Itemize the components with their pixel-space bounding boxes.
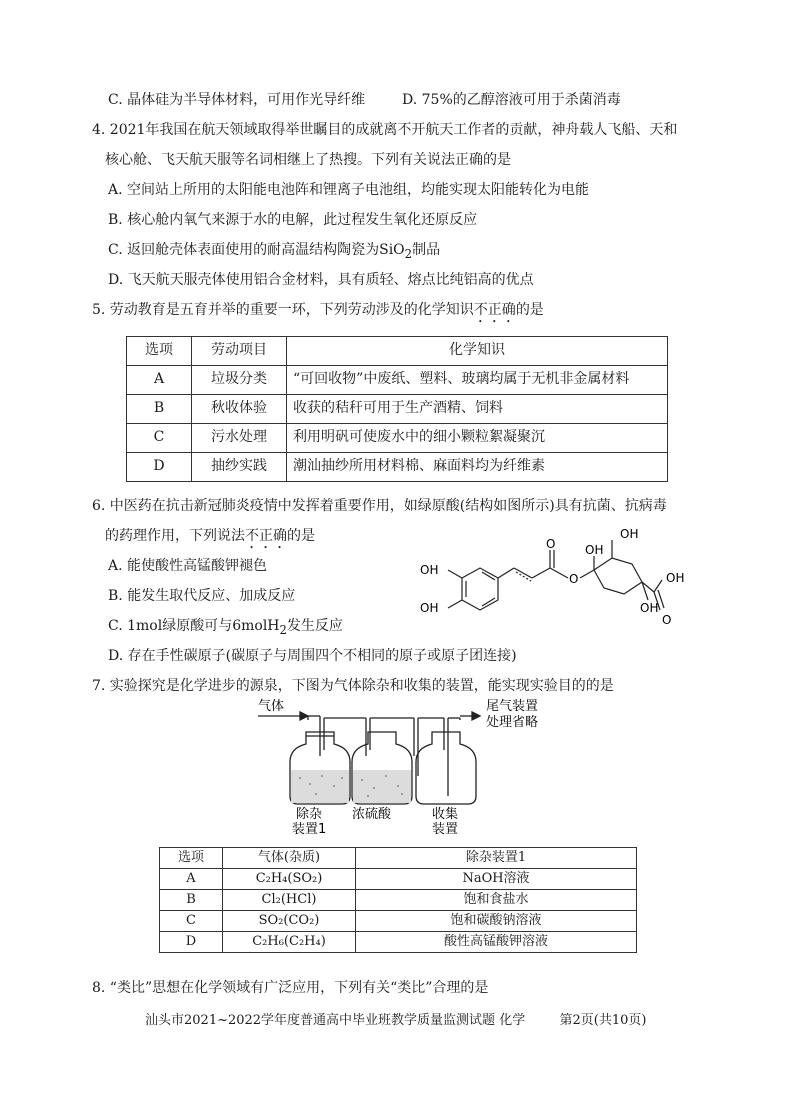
gas-purification-apparatus (250, 696, 570, 838)
table-cell: 秋收体验 (192, 395, 287, 424)
q4-stem-line1: 4. 2021年我国在航天领域取得举世瞩目的成就离不开航天工作者的贡献，神舟载人飞船、天和 (92, 122, 678, 138)
q7-table (159, 847, 637, 953)
table-header-cell: 选项 (127, 337, 192, 366)
table-header-cell: 选项 (160, 848, 223, 869)
table-header-row (160, 848, 637, 869)
q6-option-c: C. 1mol绿原酸可与6molH$_2$发生反应 (108, 618, 343, 637)
page-number: 第2页(共10页) (559, 1013, 647, 1028)
gas-inlet-label: 气体 (258, 699, 285, 714)
q6-stem-line2: 的药理作用，下列说法不正确的是 (105, 528, 315, 544)
chlorogenic-acid-structure (410, 520, 710, 640)
table-header-cell: 劳动项目 (192, 337, 287, 366)
table-cell: SO₂(CO₂) (223, 911, 356, 932)
q6-option-d: D. 存在手性碳原子(碳原子与周围四个不相同的原子或原子团连接) (108, 648, 517, 664)
q4-option-c: C. 返回舱壳体表面使用的耐高温结构陶瓷为SiO$_2$制品 (108, 242, 441, 261)
table-cell: 垃圾分类 (192, 366, 287, 395)
bottle-3-label: 装置 (432, 822, 459, 837)
table-cell: 利用明矾可使废水中的细小颗粒絮凝聚沉 (287, 424, 668, 453)
table-cell: 潮汕抽纱所用材料棉、麻面料均为纤维素 (287, 453, 668, 482)
table-row (127, 366, 668, 395)
q4-option-b: B. 核心舱内氧气来源于水的电解，此过程发生氧化还原反应 (108, 212, 478, 228)
table-cell: 饱和碳酸钠溶液 (356, 911, 637, 932)
table-cell: Cl₂(HCl) (223, 890, 356, 911)
ester-oxygen-label: O (569, 572, 579, 586)
table-row (160, 890, 637, 911)
q4-stem-line2: 核心舱、飞天航天服等名词相继上了热搜。下列有关说法正确的是 (105, 152, 511, 168)
q5-table (126, 336, 668, 482)
q6-option-b: B. 能发生取代反应、加成反应 (108, 588, 296, 604)
table-cell: 污水处理 (192, 424, 287, 453)
hydroxyl-label: OH (620, 527, 639, 541)
table-row (160, 869, 637, 890)
footer-title: 汕头市2021~2022学年度普通高中毕业班教学质量监测试题 化学 (145, 1013, 526, 1028)
table-header-cell: 化学知识 (287, 337, 668, 366)
table-header-cell: 除杂装置1 (356, 848, 637, 869)
acid-hydroxyl-label: OH (666, 571, 685, 585)
hydroxyl-label: OH (420, 601, 439, 615)
page-footer (145, 1013, 646, 1029)
table-cell: C₂H₄(SO₂) (223, 869, 356, 890)
table-cell: A (160, 869, 223, 890)
acid-oxygen-label: O (662, 613, 672, 627)
q4-option-d: D. 飞天航天服壳体使用铝合金材料，具有质轻、熔点比纯铝高的优点 (108, 272, 534, 288)
table-row (160, 932, 637, 953)
table-row (160, 911, 637, 932)
table-cell: D (160, 932, 223, 953)
q4-option-a: A. 空间站上所用的太阳能电池阵和锂离子电池组，均能实现太阳能转化为电能 (108, 182, 590, 198)
bottle-2-label: 浓硫酸 (352, 807, 392, 822)
table-cell: 抽纱实践 (192, 453, 287, 482)
tail-gas-label: 处理省略 (486, 715, 539, 730)
table-cell: A (127, 366, 192, 395)
table-row (127, 395, 668, 424)
bottle-1-label: 除杂 (296, 807, 323, 822)
table-cell: D (127, 453, 192, 482)
bottle-3-label: 收集 (432, 807, 459, 822)
table-cell: NaOH溶液 (356, 869, 637, 890)
table-row (127, 453, 668, 482)
table-header-cell: 气体(杂质) (223, 848, 356, 869)
table-header-row (127, 337, 668, 366)
hydroxyl-label: OH (420, 563, 439, 577)
q8-stem: 8. “类比”思想在化学领域有广泛应用，下列有关“类比”合理的是 (92, 980, 489, 996)
q7-stem: 7. 实验探究是化学进步的源泉，下图为气体除杂和收集的装置，能实现实验目的的是 (92, 678, 614, 694)
q6-stem-line1: 6. 中医药在抗击新冠肺炎疫情中发挥着重要作用，如绿原酸(结构如图所示)具有抗菌、抗病毒 (92, 498, 667, 514)
q6-option-a: A. 能使酸性高锰酸钾褪色 (108, 558, 268, 574)
q3-option-c: C. 晶体硅为半导体材料，可用作光导纤维 (108, 92, 366, 108)
tail-gas-label: 尾气装置 (486, 699, 539, 714)
carbonyl-oxygen-label: O (546, 537, 556, 551)
table-cell: C₂H₆(C₂H₄) (223, 932, 356, 953)
q3-option-d: D. 75%的乙醇溶液可用于杀菌消毒 (402, 92, 621, 108)
table-cell: B (127, 395, 192, 424)
table-cell: C (127, 424, 192, 453)
table-cell: 饱和食盐水 (356, 890, 637, 911)
hydroxyl-label: OH (640, 601, 659, 615)
table-row (127, 424, 668, 453)
hydroxyl-label: OH (585, 543, 604, 557)
table-cell: 收获的秸秆可用于生产酒精、饲料 (287, 395, 668, 424)
q5-stem: 5. 劳动教育是五育并举的重要一环，下列劳动涉及的化学知识不正确的是 (92, 302, 544, 318)
table-cell: “可回收物”中废纸、塑料、玻璃均属于无机非金属材料 (287, 366, 668, 395)
table-cell: 酸性高锰酸钾溶液 (356, 932, 637, 953)
table-cell: B (160, 890, 223, 911)
bottle-1-label: 装置1 (292, 822, 327, 837)
table-cell: C (160, 911, 223, 932)
